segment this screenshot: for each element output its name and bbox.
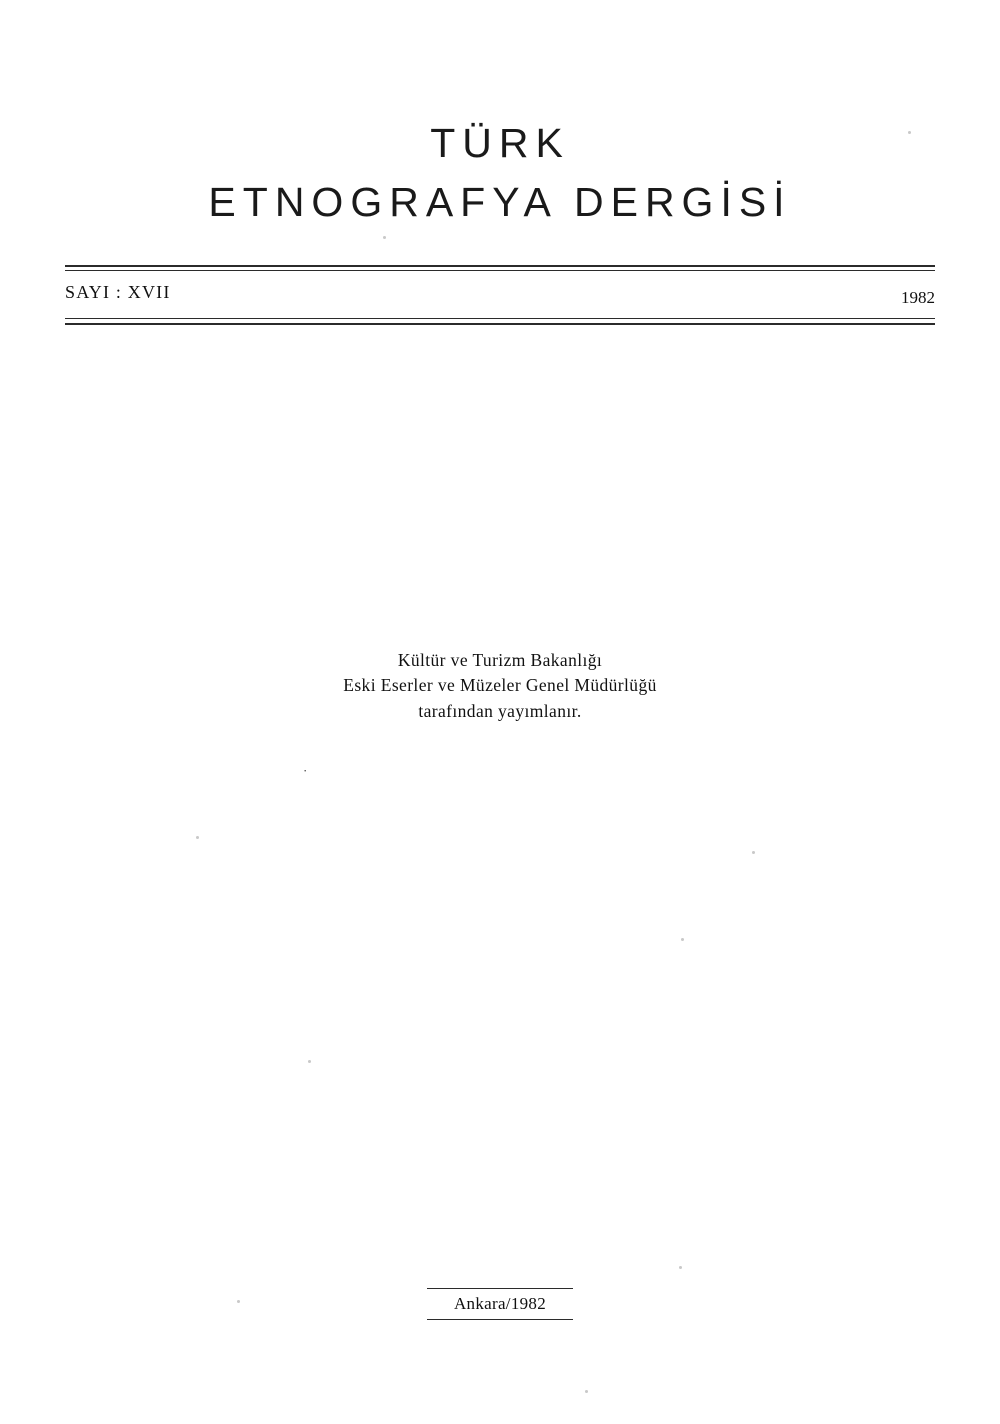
scan-speck [237,1300,240,1303]
scan-speck [585,1390,588,1393]
scan-speck [196,836,199,839]
publisher-line-1: Kültür ve Turizm Bakanlığı [397,650,603,670]
issue-year: 1982 [901,288,935,307]
divider-rule-bottom-thick [65,323,935,325]
scan-speck [308,1060,311,1063]
scan-speck [681,938,684,941]
journal-title-line-1: TÜRK [430,120,570,166]
scan-speck [679,1266,682,1269]
ink-mark: · [303,763,308,778]
publisher-line-3: tarafından yayımlanır. [418,700,582,721]
divider-rule-bottom-thin [65,318,935,319]
masthead [0,120,1000,226]
imprint-block [0,1288,1000,1320]
imprint-rule-top [427,1288,573,1289]
scan-speck [383,236,386,239]
issue-rule-block [65,262,935,332]
publisher-statement [0,648,1000,724]
journal-title-line-2: ETNOGRAFYA DERGİSİ [208,179,792,226]
imprint-rule-bottom [427,1319,573,1320]
issue-number: SAYI : XVII [65,282,171,302]
scan-speck [908,131,911,134]
scan-speck [752,851,755,854]
divider-rule-top-thick [65,265,935,267]
divider-rule-top-thin [65,270,935,271]
imprint-text: Ankara/1982 [453,1294,547,1313]
publisher-line-2: Eski Eserler ve Müzeler Genel Müdürlüğü [343,675,657,696]
